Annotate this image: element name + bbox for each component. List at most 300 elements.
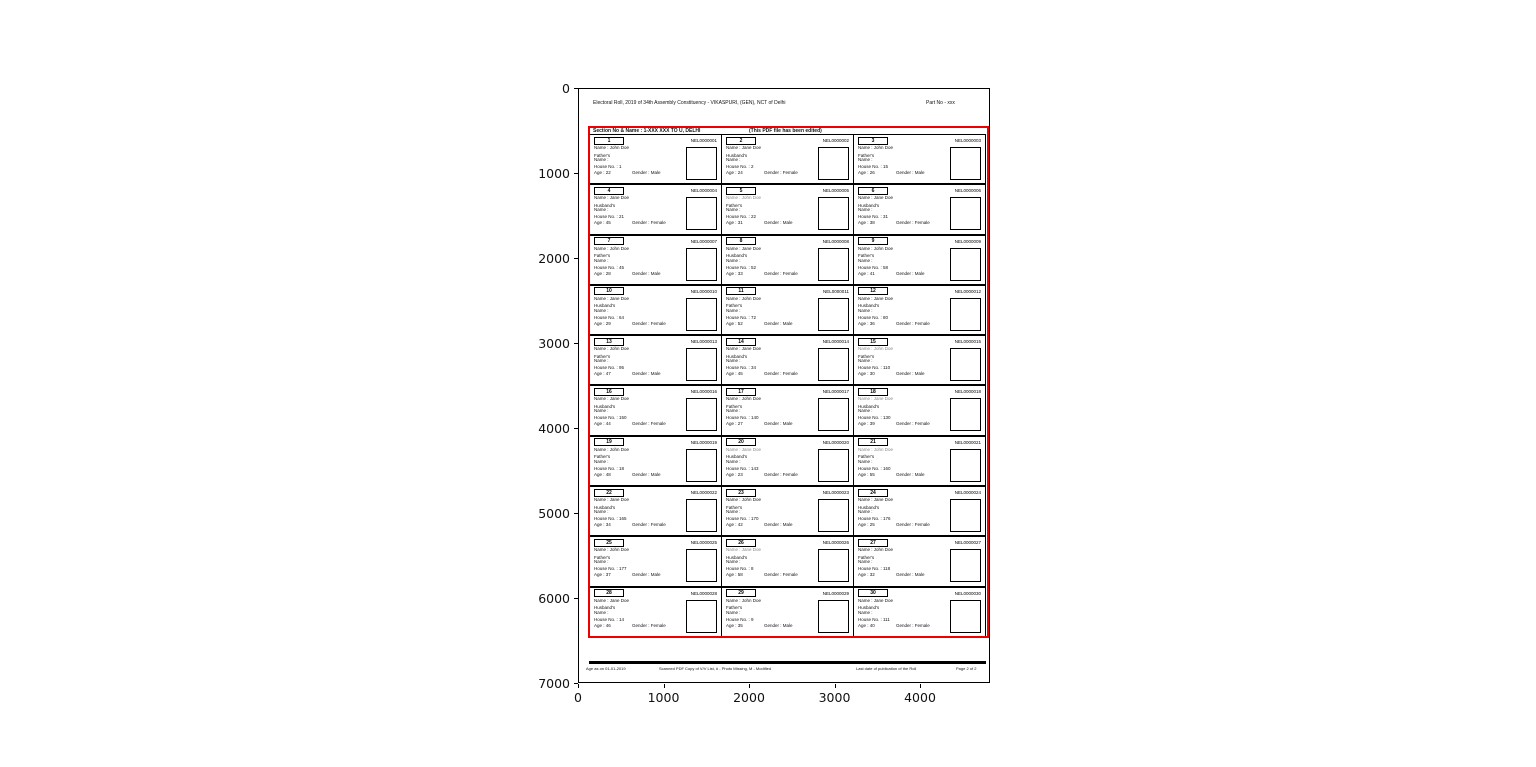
voter-grid (589, 134, 986, 638)
voter-name-line: Name : Jane Doe (858, 195, 894, 201)
house-number-line: House No. : 64 (594, 314, 625, 320)
epic-number: NEL0000026 (822, 540, 849, 546)
gender-value: Gender : Female (632, 522, 666, 528)
house-number-line: House No. : 21 (594, 214, 625, 220)
photo-box (818, 248, 849, 281)
age-line (594, 270, 661, 276)
gender-value: Gender : Male (764, 220, 793, 226)
house-number-line: House No. : 22 (726, 214, 757, 220)
relation-label-line1: Husband's (726, 253, 748, 259)
photo-box (818, 449, 849, 482)
voter-name-line: Name : John Doe (594, 547, 630, 553)
age-line (594, 371, 661, 377)
photo-box (686, 398, 717, 431)
relation-label-line2: Name : (594, 207, 609, 213)
epic-number: NEL0000003 (954, 138, 981, 143)
serial-number-box: 8 (726, 237, 756, 245)
relation-label-line2: Name : (726, 157, 741, 162)
voter-card (721, 537, 853, 585)
x-tick-mark (664, 684, 665, 688)
relation-label-line2: Name : (594, 559, 609, 565)
photo-box (950, 499, 981, 532)
age-value: Age : 35 (726, 622, 743, 628)
relation-label-line2: Name : (594, 307, 609, 313)
relation-label-line1: Father's (726, 504, 743, 510)
voter-card (853, 588, 986, 636)
age-line (858, 421, 930, 427)
voter-card (721, 386, 853, 434)
age-line (594, 320, 666, 326)
voter-name-line: Name : Jane Doe (858, 396, 894, 402)
photo-box (818, 549, 849, 582)
voter-name-line: Name : Jane Doe (858, 497, 894, 503)
gender-value: Gender : Female (896, 320, 930, 326)
age-line (858, 522, 930, 528)
photo-box (686, 197, 717, 230)
voter-row (589, 386, 986, 436)
relation-label-line2: Name : (858, 358, 873, 364)
part-number: Part No - xxx (926, 100, 955, 106)
voter-card (721, 236, 853, 284)
y-tick-label: 4000 (538, 420, 570, 436)
house-number-line: House No. : 80 (858, 314, 889, 320)
relation-label-line1: Father's (726, 403, 743, 409)
epic-number: NEL0000025 (690, 540, 717, 546)
serial-number-box: 16 (594, 388, 624, 396)
photo-box (950, 549, 981, 582)
y-tick-label: 1000 (538, 165, 570, 181)
age-value: Age : 45 (594, 220, 611, 226)
voter-row (589, 487, 986, 537)
photo-box (950, 449, 981, 482)
age-value: Age : 48 (594, 471, 611, 477)
age-value: Age : 22 (594, 170, 611, 175)
serial-number-box: 28 (594, 589, 624, 597)
house-number-line: House No. : 140 (726, 415, 759, 421)
voter-name-line: Name : John Doe (726, 295, 762, 301)
photo-box (686, 248, 717, 281)
voter-card (721, 185, 853, 233)
epic-number: NEL0000024 (954, 490, 981, 496)
serial-number-box: 21 (858, 438, 888, 446)
age-line (858, 371, 925, 377)
serial-number-box: 24 (858, 489, 888, 497)
voter-name-line: Name : John Doe (726, 396, 762, 402)
relation-label-line2: Name : (594, 609, 609, 615)
relation-label-line2: Name : (726, 559, 741, 565)
voter-card (853, 437, 986, 485)
age-value: Age : 42 (726, 522, 743, 528)
epic-number: NEL0000009 (954, 238, 981, 244)
photo-box (950, 298, 981, 331)
relation-label-line2: Name : (858, 458, 873, 464)
age-value: Age : 34 (594, 522, 611, 528)
age-line (726, 371, 798, 377)
house-number-line: House No. : 45 (594, 264, 625, 270)
relation-label-line2: Name : (726, 609, 741, 615)
gender-value: Gender : Male (896, 572, 925, 578)
age-line (726, 270, 798, 276)
relation-label-line1: Father's (726, 605, 743, 611)
photo-box (950, 600, 981, 633)
serial-number-box: 11 (726, 287, 756, 295)
footer-publication-note: Last date of publication of the Roll (856, 666, 917, 671)
voter-card (589, 437, 721, 485)
age-value: Age : 45 (726, 371, 743, 377)
epic-number: NEL0000008 (822, 238, 849, 244)
relation-label-line2: Name : (858, 408, 873, 414)
voter-name-line: Name : Jane Doe (726, 245, 762, 251)
gender-value: Gender : Female (896, 421, 930, 427)
gender-value: Gender : Female (632, 421, 666, 427)
house-number-line: House No. : 130 (858, 415, 891, 421)
epic-number: NEL0000010 (690, 288, 717, 294)
gender-value: Gender : Male (764, 522, 793, 528)
voter-name-line: Name : Jane Doe (858, 295, 894, 301)
epic-number: NEL0000006 (954, 188, 981, 194)
house-number-line: House No. : 143 (726, 465, 759, 471)
voter-card (589, 135, 721, 183)
relation-label-line1: Father's (858, 253, 875, 259)
relation-label-line1: Husband's (858, 303, 880, 309)
age-value: Age : 26 (858, 170, 875, 175)
gender-value: Gender : Male (632, 371, 661, 377)
epic-number: NEL0000016 (690, 389, 717, 395)
relation-label-line2: Name : (594, 157, 609, 162)
house-number-line: House No. : 1 (594, 164, 622, 169)
gender-value: Gender : Female (632, 622, 666, 628)
voter-name-line: Name : John Doe (726, 195, 762, 201)
gender-value: Gender : Female (764, 471, 798, 477)
age-line (726, 320, 793, 326)
gender-value: Gender : Male (896, 471, 925, 477)
relation-label-line2: Name : (858, 207, 873, 213)
voter-card (853, 135, 986, 183)
age-line (594, 572, 661, 578)
voter-name-line: Name : John Doe (858, 245, 894, 251)
gender-value: Gender : Female (764, 371, 798, 377)
relation-label-line2: Name : (858, 559, 873, 565)
voter-name-line: Name : Jane Doe (726, 346, 762, 352)
serial-number-box: 27 (858, 539, 888, 547)
house-number-line: House No. : 15 (858, 164, 889, 169)
relation-label-line1: Husband's (858, 504, 880, 510)
voter-name-line: Name : John Doe (594, 446, 630, 452)
relation-label-line1: Husband's (858, 605, 880, 611)
voter-card (721, 336, 853, 384)
serial-number-box: 19 (594, 438, 624, 446)
y-tick-label: 0 (562, 80, 570, 96)
x-tick-label: 3000 (818, 690, 851, 705)
house-number-line: House No. : 177 (594, 566, 627, 572)
house-number-line: House No. : 160 (858, 465, 891, 471)
age-value: Age : 33 (726, 270, 743, 276)
document-image (578, 88, 990, 683)
age-line (594, 522, 666, 528)
voter-card (721, 135, 853, 183)
voter-card (589, 537, 721, 585)
photo-box (950, 147, 981, 180)
voter-name-line: Name : John Doe (858, 145, 894, 150)
voter-name-line: Name : John Doe (858, 547, 894, 553)
relation-label-line1: Husband's (594, 504, 616, 510)
age-value: Age : 38 (858, 220, 875, 226)
relation-label-line2: Name : (858, 157, 873, 162)
voter-name-line: Name : John Doe (594, 145, 630, 150)
photo-box (686, 600, 717, 633)
voter-name-line: Name : Jane Doe (726, 145, 762, 150)
x-tick-mark (920, 684, 921, 688)
voter-card (589, 487, 721, 535)
voter-row (589, 537, 986, 587)
footer-legend: Scanned PDF Copy of V/V List, # - Photo Missing, M - Modified (659, 666, 772, 671)
y-tick-label: 2000 (538, 250, 570, 266)
section-title: Section No & Name : 1-XXX XXX TO U, DELHI (593, 127, 701, 134)
epic-number: NEL0000014 (822, 339, 849, 345)
age-line (858, 270, 925, 276)
y-tick-label: 3000 (538, 335, 570, 351)
gender-value: Gender : Female (632, 220, 666, 226)
photo-box (686, 147, 717, 180)
house-number-line: House No. : 18 (594, 465, 625, 471)
relation-label-line1: Father's (594, 152, 611, 158)
photo-box (950, 248, 981, 281)
relation-label-line1: Father's (858, 152, 875, 158)
voter-card (589, 336, 721, 384)
relation-label-line1: Husband's (594, 202, 616, 208)
x-tick-mark (749, 684, 750, 688)
house-number-line: House No. : 8 (726, 566, 754, 572)
age-value: Age : 39 (858, 421, 875, 427)
voter-row (589, 588, 986, 638)
relation-label-line1: Husband's (594, 403, 616, 409)
relation-label-line1: Father's (858, 454, 875, 460)
house-number-line: House No. : 2 (726, 164, 754, 169)
relation-label-line1: Father's (594, 353, 611, 359)
gender-value: Gender : Male (632, 471, 661, 477)
age-line (726, 622, 793, 628)
epic-number: NEL0000011 (823, 288, 849, 294)
photo-box (818, 147, 849, 180)
epic-number: NEL0000021 (954, 439, 981, 445)
relation-label-line1: Husband's (858, 403, 880, 409)
relation-label-line2: Name : (726, 257, 741, 263)
serial-number-box: 23 (726, 489, 756, 497)
photo-box (686, 449, 717, 482)
y-tick-label: 6000 (538, 590, 570, 606)
epic-number: NEL0000001 (690, 138, 717, 143)
footer-divider (589, 661, 986, 664)
house-number-line: House No. : 9 (726, 616, 754, 622)
photo-box (818, 298, 849, 331)
voter-name-line: Name : Jane Doe (594, 396, 630, 402)
gender-value: Gender : Male (632, 572, 661, 578)
voter-card (589, 185, 721, 233)
age-line (726, 572, 798, 578)
house-number-line: House No. : 170 (726, 516, 759, 522)
epic-number: NEL0000030 (954, 590, 981, 596)
relation-label-line1: Father's (858, 554, 875, 560)
voter-card (853, 336, 986, 384)
house-number-line: House No. : 31 (858, 214, 889, 220)
page-title: Electoral Roll, 2019 of 34th Assembly Constituency - VIKASPURI, (GEN), NCT of Delhi (593, 100, 786, 106)
epic-number: NEL0000007 (690, 238, 717, 244)
age-line (858, 471, 925, 477)
voter-card (853, 386, 986, 434)
age-value: Age : 32 (858, 572, 875, 578)
photo-box (818, 499, 849, 532)
age-value: Age : 55 (858, 471, 875, 477)
epic-number: NEL0000013 (690, 339, 717, 345)
voter-name-line: Name : John Doe (858, 346, 894, 352)
epic-number: NEL0000023 (822, 490, 849, 496)
gender-value: Gender : Male (764, 622, 793, 628)
voter-card (853, 185, 986, 233)
voter-card (853, 236, 986, 284)
age-value: Age : 46 (594, 622, 611, 628)
relation-label-line2: Name : (726, 509, 741, 515)
gender-value: Gender : Male (764, 421, 793, 427)
age-line (594, 421, 666, 427)
serial-number-box: 7 (594, 237, 624, 245)
relation-label-line2: Name : (726, 408, 741, 414)
house-number-line: House No. : 150 (594, 415, 627, 421)
relation-label-line2: Name : (594, 358, 609, 364)
age-value: Age : 36 (858, 320, 875, 326)
voter-card (589, 236, 721, 284)
epic-number: NEL0000019 (690, 439, 717, 445)
voter-card (721, 588, 853, 636)
gender-value: Gender : Male (896, 371, 925, 377)
relation-label-line1: Father's (726, 303, 743, 309)
photo-box (818, 398, 849, 431)
serial-number-box: 10 (594, 287, 624, 295)
epic-number: NEL0000015 (954, 339, 981, 345)
relation-label-line1: Husband's (726, 554, 748, 560)
age-value: Age : 28 (594, 270, 611, 276)
epic-number: NEL0000029 (822, 590, 849, 596)
gender-value: Gender : Female (764, 572, 798, 578)
serial-number-box: 6 (858, 187, 888, 195)
house-number-line: House No. : 118 (858, 566, 891, 572)
relation-label-line2: Name : (726, 307, 741, 313)
serial-number-box: 17 (726, 388, 756, 396)
photo-box (686, 298, 717, 331)
relation-label-line1: Father's (594, 454, 611, 460)
relation-label-line2: Name : (858, 509, 873, 515)
relation-label-line2: Name : (858, 609, 873, 615)
gender-value: Gender : Male (632, 170, 661, 175)
voter-name-line: Name : John Doe (726, 597, 762, 603)
epic-number: NEL0000012 (954, 288, 981, 294)
age-line (594, 220, 666, 226)
voter-name-line: Name : Jane Doe (726, 547, 762, 553)
age-value: Age : 52 (726, 320, 743, 326)
x-tick-mark (835, 684, 836, 688)
serial-number-box: 25 (594, 539, 624, 547)
gender-value: Gender : Female (896, 622, 930, 628)
voter-card (589, 588, 721, 636)
epic-number: NEL0000027 (954, 540, 981, 546)
epic-number: NEL0000020 (822, 439, 849, 445)
gender-value: Gender : Male (896, 270, 925, 276)
relation-label-line1: Father's (594, 253, 611, 259)
x-tick-label: 0 (574, 690, 582, 705)
epic-number: NEL0000004 (690, 188, 717, 194)
age-line (594, 471, 661, 477)
x-tick-label: 4000 (904, 690, 936, 705)
age-line (726, 220, 793, 226)
age-value: Age : 23 (726, 471, 743, 477)
serial-number-box: 3 (858, 137, 888, 145)
x-tick-label: 1000 (647, 690, 680, 705)
voter-name-line: Name : John Doe (858, 446, 894, 452)
serial-number-box: 29 (726, 589, 756, 597)
age-line (726, 522, 793, 528)
age-line (726, 471, 798, 477)
photo-box (686, 499, 717, 532)
serial-number-box: 20 (726, 438, 756, 446)
age-line (858, 622, 930, 628)
voter-card (589, 286, 721, 334)
y-tick-label: 5000 (538, 505, 570, 521)
voter-row (589, 185, 986, 235)
epic-number: NEL0000002 (822, 138, 849, 143)
epic-number: NEL0000017 (822, 389, 849, 395)
age-value: Age : 41 (858, 270, 875, 276)
serial-number-box: 13 (594, 338, 624, 346)
relation-label-line1: Husband's (594, 303, 616, 309)
serial-number-box: 9 (858, 237, 888, 245)
house-number-line: House No. : 34 (726, 365, 757, 371)
voter-card (721, 286, 853, 334)
footer-page-number: Page 2 of 2 (956, 666, 977, 671)
serial-number-box: 22 (594, 489, 624, 497)
house-number-line: House No. : 165 (594, 516, 627, 522)
age-value: Age : 31 (726, 220, 743, 226)
voter-card (853, 487, 986, 535)
epic-number: NEL0000022 (690, 490, 717, 496)
relation-label-line2: Name : (858, 257, 873, 263)
voter-name-line: Name : Jane Doe (594, 597, 630, 603)
voter-card (853, 537, 986, 585)
relation-label-line1: Husband's (726, 454, 748, 460)
photo-box (818, 600, 849, 633)
voter-name-line: Name : Jane Doe (858, 597, 894, 603)
relation-label-line1: Father's (594, 554, 611, 560)
gender-value: Gender : Male (896, 170, 925, 175)
relation-label-line1: Husband's (858, 202, 880, 208)
age-line (858, 220, 930, 226)
gender-value: Gender : Female (896, 522, 930, 528)
voter-card (721, 487, 853, 535)
relation-label-line2: Name : (726, 207, 741, 213)
house-number-line: House No. : 110 (858, 365, 891, 371)
age-line (858, 170, 925, 175)
age-value: Age : 58 (726, 572, 743, 578)
voter-name-line: Name : Jane Doe (594, 195, 630, 201)
photo-box (686, 549, 717, 582)
relation-label-line1: Father's (858, 353, 875, 359)
voter-name-line: Name : John Doe (594, 346, 630, 352)
voter-name-line: Name : John Doe (594, 245, 630, 251)
serial-number-box: 4 (594, 187, 624, 195)
photo-box (950, 197, 981, 230)
house-number-line: House No. : 176 (858, 516, 891, 522)
house-number-line: House No. : 95 (594, 365, 625, 371)
age-value: Age : 37 (594, 572, 611, 578)
voter-row (589, 286, 986, 336)
